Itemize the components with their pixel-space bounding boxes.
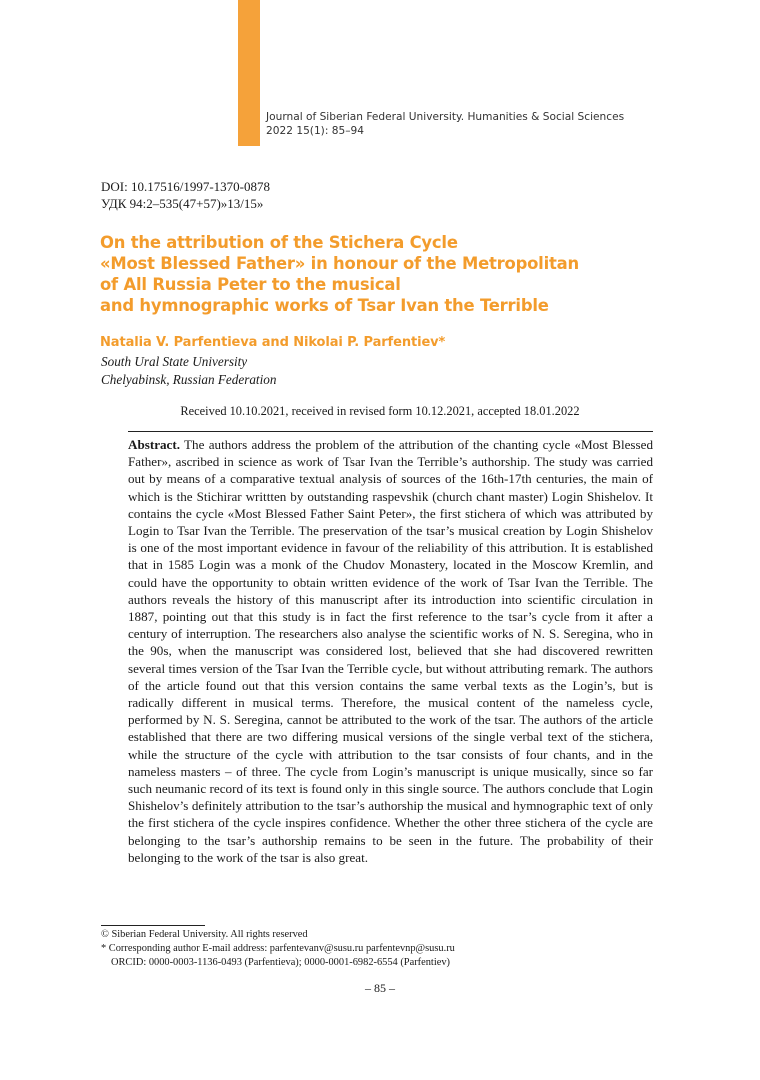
identifiers — [101, 178, 270, 212]
udk: УДК 94:2–535(47+57)»13/15» — [101, 196, 264, 211]
location: Chelyabinsk, Russian Federation — [101, 372, 277, 387]
page-number: – 85 – — [365, 981, 395, 995]
corresponding-author: * Corresponding author E-mail address: parfentevanv@susu.ru parfentevnp@susu.ru — [101, 942, 455, 954]
affiliation — [101, 353, 276, 389]
copyright: © Siberian Federal University. All rights reserved — [101, 929, 308, 940]
abstract-label: Abstract. — [128, 437, 180, 452]
title-line: «Most Blessed Father» in honour of the Metropolitan — [100, 254, 579, 273]
orcid: ORCID: 0000-0003-1136-0493 (Parfentieva); 0000-0001-6982-6554 (Parfentiev) — [111, 956, 450, 968]
university: South Ural State University — [101, 354, 248, 369]
title-line: On the attribution of the Stichera Cycle — [100, 233, 458, 252]
doi: DOI: 10.17516/1997-1370-0878 — [101, 179, 270, 194]
footnote-rule — [101, 925, 205, 926]
title-line: and hymnographic works of Tsar Ivan the Terrible — [100, 296, 549, 315]
footnotes — [101, 928, 455, 969]
header-accent-bar — [238, 0, 260, 146]
abstract-text: The authors address the problem of the attribution of the chanting cycle «Most Blessed Father», ascribed in science as work of Tsar Ivan the Terrible’s authorship. The study was carried out by means of a comparative textual analysis of sources of the 16th-17th centuries, the main of which is the Stichirar writtten by outstanding raspevshik (church chant master) Login Shishelov. It contains the cycle «Most Blessed Father Saint Peter», the first stichera of which was attributed by Login to Tsar Ivan the Terrible. The preservation of the tsar’s musical creation by Login Shishelov is one of the most important evidence in favour of the reliability of this attribution. It is established that in 1585 Login was a monk of the Chudov Monastery, located in the Moscow Kremlin, and could have the opportunity to obtain written evidence of the work of Tsar Ivan the Terrible. The authors reveals the history of this manuscript after its introduction into scientific circulation in 1887, pointing out that this study is in fact the first reference to the tsar’s cycle from it after a century of interruption. The researchers also analyse the scientific works of N. S. Seregina, who in the 90s, when the manuscript was considered lost, believed that she had discovered rewritten several times version of the Tsar Ivan the Terrible cycle, but without attributing remark. The authors of the article found out that this version contains the same verbal texts as the Login’s, but is radically different in musical terms. Therefore, the musical content of the nameless cycle, performed by N. S. Seregina, cannot be attributed to the work of the tsar. The authors of the article established that there are two differing musical versions of the single verbal text of the stichera, while the structure of the cycle with attribution to the tsar consists of four chants, and in the nameless masters – of three. The cycle from Login’s manuscript is unique musically, since so far such neumanic record of its text is found only in this single source. The authors conclude that Login Shishelov’s definitely attribution to the tsar’s authorship the musical and hymnographic text of only the first stichera of the cycle inspires confidence. Whether the other three stichera of the cycle are belonging to the tsar’s authorship remains to be seen in the future. The probability of their belonging to the work of the tsar is also great. — [128, 437, 653, 865]
abstract-rule — [128, 431, 653, 432]
article-title — [100, 232, 660, 316]
journal-issue: 2022 15(1): 85–94 — [266, 125, 365, 137]
received-dates: Received 10.10.2021, received in revised form 10.12.2021, accepted 18.01.2022 — [180, 404, 580, 418]
journal-name: Journal of Siberian Federal University. Humanities & Social Sciences — [266, 111, 625, 123]
title-line: of All Russia Peter to the musical — [100, 275, 401, 294]
journal-header — [266, 110, 624, 138]
abstract — [128, 436, 653, 866]
authors: Natalia V. Parfentieva and Nikolai P. Parfentiev* — [100, 335, 446, 350]
